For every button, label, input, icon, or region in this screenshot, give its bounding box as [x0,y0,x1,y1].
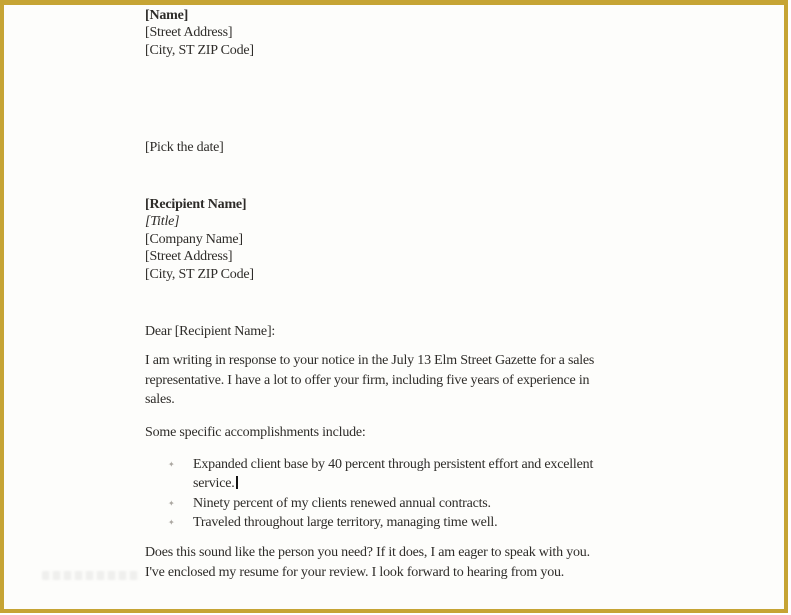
list-item [145,494,593,513]
sender-city: [City, ST ZIP Code] [145,42,254,58]
paragraph-line: sales. [145,392,175,408]
recipient-city: [City, ST ZIP Code] [145,266,254,282]
intro-paragraph [145,351,594,410]
recipient-company: [Company Name] [145,231,243,247]
accomplishments-list [145,455,593,533]
bullet-line: Ninety percent of my clients renewed annual contracts. [193,495,491,511]
closing-line: I've enclosed my resume for your review. I look forward to hearing from you. [145,565,565,580]
paragraph-line: I am writing in response to your notice in the July 13 Elm Street Gazette for a sales [145,353,595,368]
diamond-bullet-icon: ✦ [168,518,175,528]
salutation: Dear [Recipient Name]: [145,324,276,339]
list-item [145,513,593,532]
text-cursor-caret [236,476,238,489]
bullet-line: Traveled throughout large territory, managing time well. [193,515,498,531]
bullet-line: Expanded client base by 40 percent through persistent effort and excellent [193,457,594,472]
bullet-line-text: service. [193,476,235,492]
date-placeholder: [Pick the date] [145,140,224,155]
recipient-street: [Street Address] [145,249,233,265]
list-item [145,455,593,494]
bullet-line [193,474,593,493]
recipient-title: [Title] [145,214,180,230]
sender-name: [Name] [145,8,189,23]
accomplishments-intro: Some specific accomplishments include: [145,425,366,440]
sender-street: [Street Address] [145,25,233,41]
diamond-bullet-icon: ✦ [168,460,175,469]
recipient-block [145,196,254,283]
diamond-bullet-icon: ✦ [168,498,175,508]
recipient-name: [Recipient Name] [145,197,247,212]
sender-block [145,7,254,59]
watermark [42,571,140,580]
closing-paragraph [145,543,590,583]
closing-line: Does this sound like the person you need? If it does, I am eager to speak with you. [145,545,590,560]
paragraph-line: representative. I have a lot to offer your firm, including five years of experience in [145,372,590,388]
